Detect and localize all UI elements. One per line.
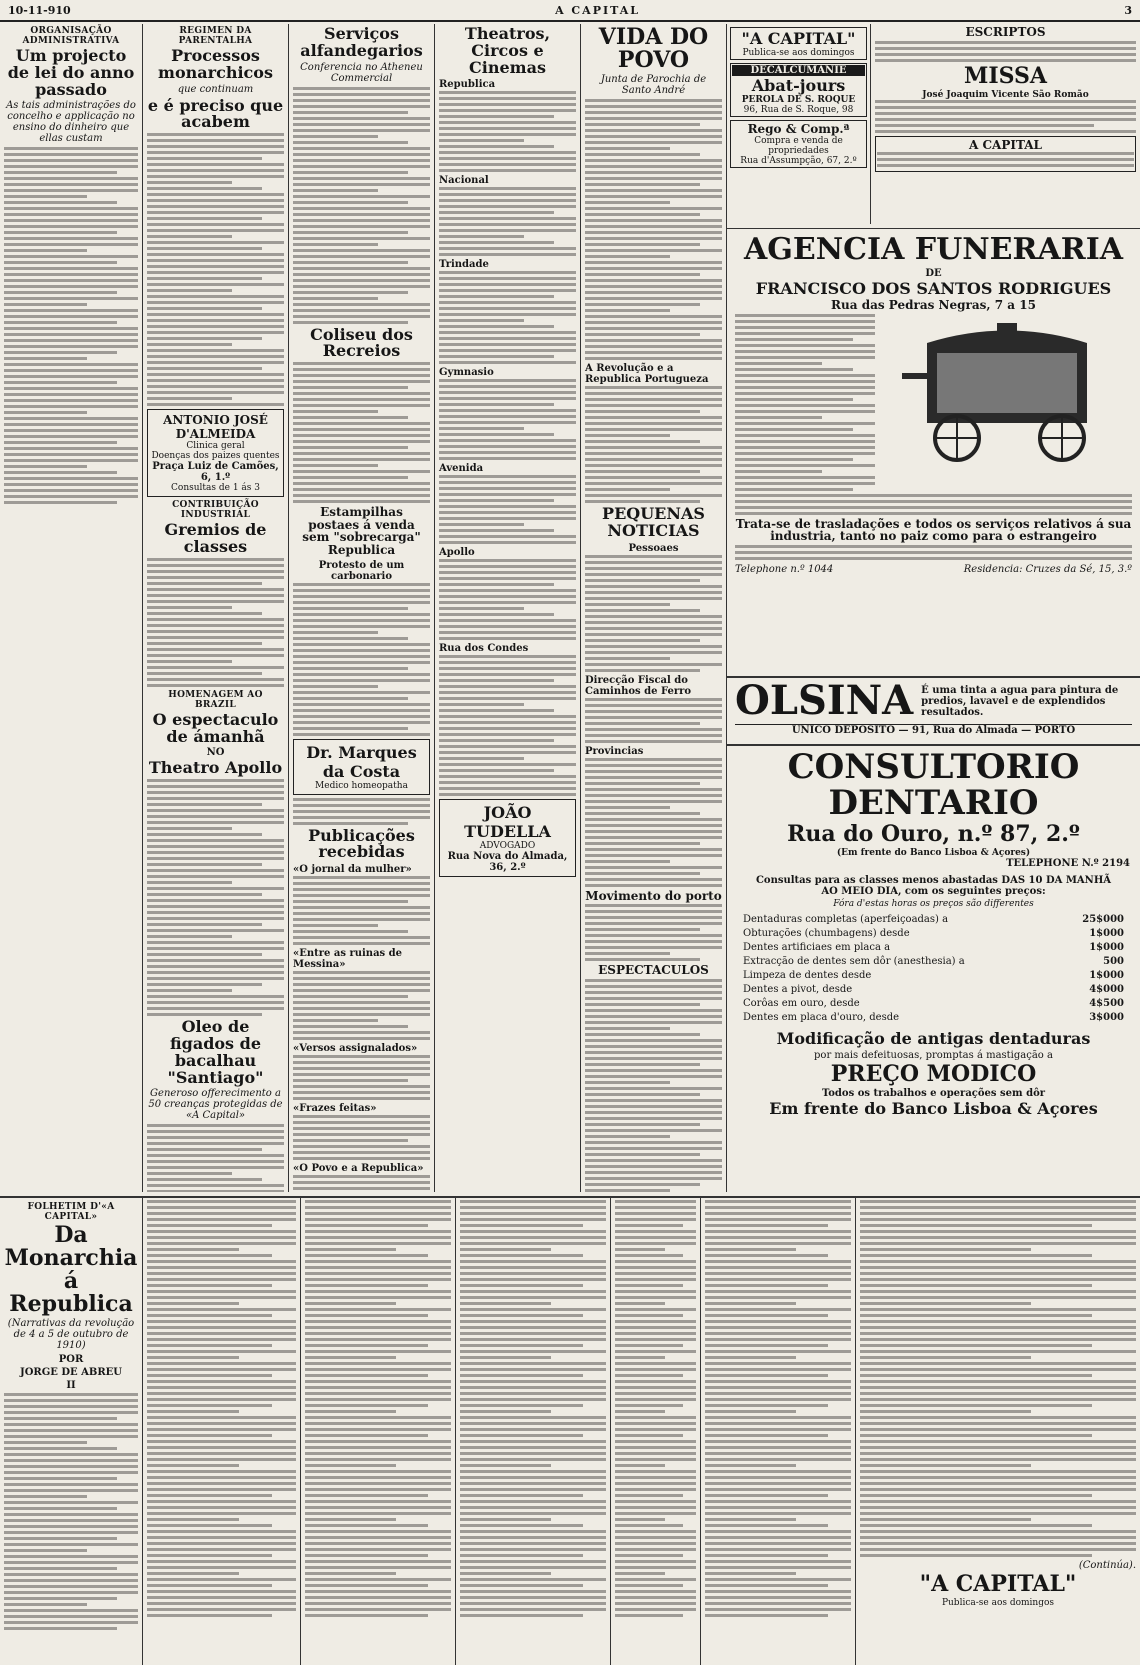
headline: VIDA DO POVO	[598, 24, 709, 74]
article-text	[585, 99, 722, 360]
section-title: «O jornal da mulher»	[293, 864, 412, 876]
ad-line: Doenças dos paizes quentes	[151, 451, 280, 462]
price-row	[737, 913, 1130, 927]
subhead: Junta de Parochia de Santo André	[600, 74, 707, 97]
section-title: «Entre as ruinas de Messina»	[293, 948, 403, 971]
article-text	[585, 555, 722, 672]
part: II	[66, 1380, 76, 1392]
folhetim-col-7	[856, 1200, 1140, 1660]
article-text	[585, 698, 722, 743]
column-1	[0, 24, 142, 1192]
ad-phone: TELEPHONE N.º 2194	[1006, 858, 1130, 870]
headline: Estampilhas postaes á venda sem "sobrecarga" Republica	[302, 505, 421, 557]
headline: Serviços alfandegarios	[300, 24, 423, 60]
kicker: HOMENAGEM AO BRAZIL	[168, 689, 263, 710]
continua: (Continúa).	[1078, 1560, 1136, 1571]
headline: ESPECTACULOS	[598, 963, 709, 978]
price-item: Dentaduras completas (aperfeiçoadas) a	[743, 914, 949, 926]
article-text	[439, 655, 576, 796]
lawyer-ad	[439, 799, 576, 877]
section-title: Apollo	[439, 547, 475, 559]
headline: Gremios de classes	[164, 520, 267, 556]
ad-footer: Todos os trabalhos e operações sem dôr	[821, 1088, 1046, 1100]
ad-title: A CAPITAL	[968, 137, 1042, 152]
subhead: que continuam	[177, 83, 254, 95]
headline: Publicações recebidas	[308, 825, 415, 862]
ad-title: Rego & Comp.ª	[747, 122, 850, 136]
headline: Coliseu dos Recreios	[310, 324, 413, 361]
article-text	[439, 91, 576, 172]
article-text	[615, 1200, 696, 1617]
price-row	[737, 983, 1130, 997]
ad-hours: Consultas para as classes menos abastadas DAS 10 DA MANHÃ AO MEIO DIA, com os seguintes preços:	[755, 875, 1112, 898]
capital-ad	[730, 27, 867, 60]
ad-line: Clinica geral	[186, 441, 245, 452]
price-item: Obturações (chumbagens) desde	[743, 928, 910, 940]
article-text	[147, 1124, 284, 1192]
headline: Da Monarchia á Republica	[4, 1222, 138, 1318]
headline: Theatros, Circos e Cinemas	[464, 24, 551, 77]
page-number: 3	[1124, 3, 1132, 17]
ad-address: Rua das Pedras Negras, 7 a 15	[831, 298, 1036, 313]
headline-no: NO	[206, 747, 225, 759]
section-title: «Frazes feitas»	[293, 1103, 377, 1115]
article-text	[293, 362, 430, 503]
article-text	[875, 100, 1136, 133]
ad-title: OLSINA	[735, 680, 914, 724]
section-title: Direcção Fiscal do Caminhos de Ferro	[585, 674, 692, 697]
article-text	[293, 798, 430, 825]
ad-title: "A CAPITAL"	[741, 29, 856, 48]
article-text	[293, 971, 430, 1040]
price-item: Dentes artificiaes em placa a	[743, 942, 891, 954]
article-text	[735, 494, 1132, 515]
section-title: Republica	[439, 79, 496, 91]
issue-date: 10-11-910	[8, 3, 71, 17]
headline: Processos monarchicos	[158, 46, 273, 82]
price-list	[737, 913, 1130, 1025]
folhetim-col-2	[143, 1200, 300, 1660]
ad-column-left	[727, 24, 870, 224]
column-4	[435, 24, 580, 1192]
article-text	[147, 558, 284, 687]
price-row	[737, 969, 1130, 983]
headline: e é preciso que acabem	[147, 95, 284, 132]
price-row	[737, 1011, 1130, 1025]
section-title: Provincias	[585, 745, 644, 757]
ad-desc: É uma tinta a agua para pintura de predios, lavavel e de explendidos resultados.	[921, 684, 1119, 718]
section-title: A Revolução e a Republica Portugueza	[585, 363, 709, 386]
price-item: Corôas em ouro, desde	[743, 998, 860, 1010]
section-title: Avenida	[439, 463, 484, 475]
headline: Oleo de figados de bacalhau "Santiago"	[167, 1017, 264, 1087]
ad-address: Rua d'Assumpção, 67, 2.º	[740, 156, 857, 166]
subhead: Generoso offerecimento a 50 creanças protegidas de «A Capital»	[148, 1088, 283, 1122]
capital-sub: Publica-se aos domingos	[941, 1598, 1055, 1609]
ad-mod-sub: por mais defeituosas, promptas á mastigação a	[814, 1050, 1053, 1062]
headline: Um projecto de lei do anno passado	[7, 46, 135, 99]
article-text	[439, 379, 576, 460]
escriptos-title: ESCRIPTOS	[965, 25, 1046, 39]
price-row	[737, 941, 1130, 955]
subhead: (Narrativas da revolução de 4 a 5 de outubro de 1910)	[7, 1318, 135, 1352]
kicker: FOLHETIM D'«A CAPITAL»	[27, 1202, 115, 1222]
ad-title: AGENCIA FUNERARIA	[743, 232, 1123, 267]
ad-front: (Em frente do Banco Lisboa & Açores)	[836, 848, 1031, 859]
article-text	[305, 1200, 451, 1617]
ad-residence: Residencia: Cruzes da Sé, 15, 3.º	[963, 564, 1132, 576]
subhead: As tais administrações do concelho e applicação no ensino do dinheiro que ellas custam	[6, 100, 136, 145]
ad-line: Abat-jours	[751, 76, 846, 95]
ad-hours: Consultas de 1 ás 3	[171, 483, 260, 494]
article-text	[439, 559, 576, 640]
section-title: «O Povo e a Republica»	[293, 1163, 424, 1175]
ad-footer: Em frente do Banco Lisboa & Açores	[769, 1099, 1098, 1119]
ad-depot: UNICO DEPOSITO — 91, Rua do Almada — PORTO	[735, 724, 1132, 736]
price-value: 1$000	[1089, 928, 1124, 940]
masthead	[0, 0, 1140, 22]
article-text	[585, 758, 722, 887]
price-value: 4$000	[1089, 984, 1124, 996]
ad-de: DE	[925, 267, 942, 279]
article-text	[293, 87, 430, 324]
hearse-icon	[897, 318, 1117, 468]
ad-note: Fóra d'estas horas os preços são differentes	[833, 899, 1034, 910]
ad-price-label: PREÇO MODICO	[830, 1061, 1037, 1088]
article-text	[585, 979, 722, 1192]
ad-name: Dr. Marques da Costa	[306, 742, 417, 781]
article-text	[293, 1115, 430, 1160]
missa-sub: José Joaquim Vicente São Romão	[922, 89, 1089, 100]
ad-column-right	[871, 24, 1140, 224]
capital-sale-ad	[875, 136, 1136, 172]
article-text	[147, 779, 284, 1016]
article-text	[585, 904, 722, 961]
headline: PEQUENAS NOTICIAS	[602, 504, 705, 540]
article-text	[4, 1393, 138, 1630]
article-text	[4, 147, 138, 504]
price-row	[737, 955, 1130, 969]
headline: Movimento do porto	[585, 888, 722, 903]
price-item: Extracção de dentes sem dôr (anesthesia) a	[743, 956, 965, 968]
ad-address: 96, Rua de S. Roque, 98	[743, 105, 854, 115]
article-text	[293, 876, 430, 945]
article-text	[147, 133, 284, 406]
author: JORGE DE ABREU	[19, 1367, 123, 1379]
section-title: Trindade	[439, 259, 489, 271]
ad-name: JOÃO TUDELLA	[464, 803, 551, 842]
decalcumanie-ad	[730, 63, 867, 117]
price-value: 500	[1103, 956, 1124, 968]
price-row	[737, 997, 1130, 1011]
rego-ad	[730, 120, 867, 168]
article-text	[735, 545, 1132, 560]
funeral-ad	[727, 232, 1140, 672]
price-value: 1$000	[1089, 942, 1124, 954]
ad-address: Rua do Ouro, n.º 87, 2.º	[787, 821, 1080, 848]
dental-ad	[727, 748, 1140, 1192]
column-5	[581, 24, 726, 1192]
kicker: REGIMEN DA PARENTALHA	[178, 26, 253, 46]
folhetim-col-4	[456, 1200, 610, 1660]
article-text	[877, 152, 1134, 167]
price-value: 4$500	[1089, 998, 1124, 1010]
article-text	[735, 314, 875, 494]
article-text	[860, 1200, 1136, 1557]
folhetim-col-3	[301, 1200, 455, 1660]
doctor-ad	[147, 409, 284, 497]
section-title: «Versos assignalados»	[293, 1043, 418, 1055]
price-value: 3$000	[1089, 1012, 1124, 1024]
ad-phone: Telephone n.º 1044	[735, 564, 834, 576]
ad-slogan: Trata-se de trasladações e todos os serviços relativos á sua industria, tanto no paiz como para o estrangeiro	[735, 516, 1132, 544]
folhetim-col-5	[611, 1200, 700, 1660]
article-text	[293, 1175, 430, 1192]
price-item: Dentes a pivot, desde	[743, 984, 853, 996]
ad-shop: PEROLA DE S. ROQUE	[741, 95, 856, 105]
price-item: Limpeza de dentes desde	[743, 970, 872, 982]
article-text	[147, 1200, 296, 1617]
ad-address: Rua Nova do Almada, 36, 2.º	[447, 851, 568, 874]
article-text	[439, 475, 576, 544]
ad-line: Medico homeopatha	[315, 780, 408, 791]
ad-sub: Publica-se aos domingos	[742, 48, 855, 58]
price-item: Dentes em placa d'ouro, desde	[743, 1012, 900, 1024]
article-text	[439, 271, 576, 364]
headline-place: Theatro Apollo	[148, 758, 283, 778]
article-text	[293, 1055, 430, 1100]
kicker: CONTRIBUIÇÃO INDUSTRIAL	[172, 500, 259, 521]
ad-name: FRANCISCO DOS SANTOS RODRIGUES	[755, 278, 1112, 298]
section-title: Rua dos Condes	[439, 643, 529, 655]
capital-title: "A CAPITAL"	[919, 1571, 1077, 1597]
ad-title: CONSULTORIO DENTARIO	[787, 748, 1080, 823]
missa-title: MISSA	[963, 62, 1047, 89]
article-text	[585, 386, 722, 503]
ad-line: Compra e venda de propriedades	[754, 136, 843, 156]
price-row	[737, 927, 1130, 941]
paper-name: A CAPITAL	[555, 3, 640, 17]
article-text	[460, 1200, 606, 1617]
subhead: Conferencia no Atheneu Commercial	[300, 61, 423, 84]
doctor-ad	[293, 739, 430, 795]
folhetim-col-6	[701, 1200, 855, 1660]
price-value: 1$000	[1089, 970, 1124, 982]
article-text	[293, 583, 430, 736]
ad-line: ADVOGADO	[479, 841, 536, 852]
section-title: Gymnasio	[439, 367, 494, 379]
article-text	[875, 41, 1136, 62]
ad-title: DECALCUMANIE	[732, 65, 865, 76]
byline-por: POR	[58, 1354, 84, 1366]
section-title: Protesto de um carbonario	[318, 559, 405, 582]
column-2	[143, 24, 288, 1192]
ad-mod: Modificação de antigas dentaduras	[776, 1029, 1091, 1049]
section-title: Nacional	[439, 175, 489, 187]
article-text	[439, 187, 576, 256]
article-text	[705, 1200, 851, 1617]
section-title: Pessoaes	[628, 542, 679, 554]
olsina-ad	[727, 680, 1140, 740]
headline: O espectaculo de ámanhã	[152, 709, 279, 746]
theatre-sections	[439, 79, 576, 796]
ad-name: ANTONIO JOSÉ D'ALMEIDA	[163, 413, 268, 442]
column-3	[289, 24, 434, 1192]
folhetim-col-1	[0, 1200, 142, 1660]
kicker: ORGANISAÇÃO ADMINISTRATIVA	[22, 26, 120, 46]
ad-address: Praça Luiz de Camões, 6, 1.º	[152, 461, 279, 484]
price-value: 25$000	[1082, 914, 1124, 926]
